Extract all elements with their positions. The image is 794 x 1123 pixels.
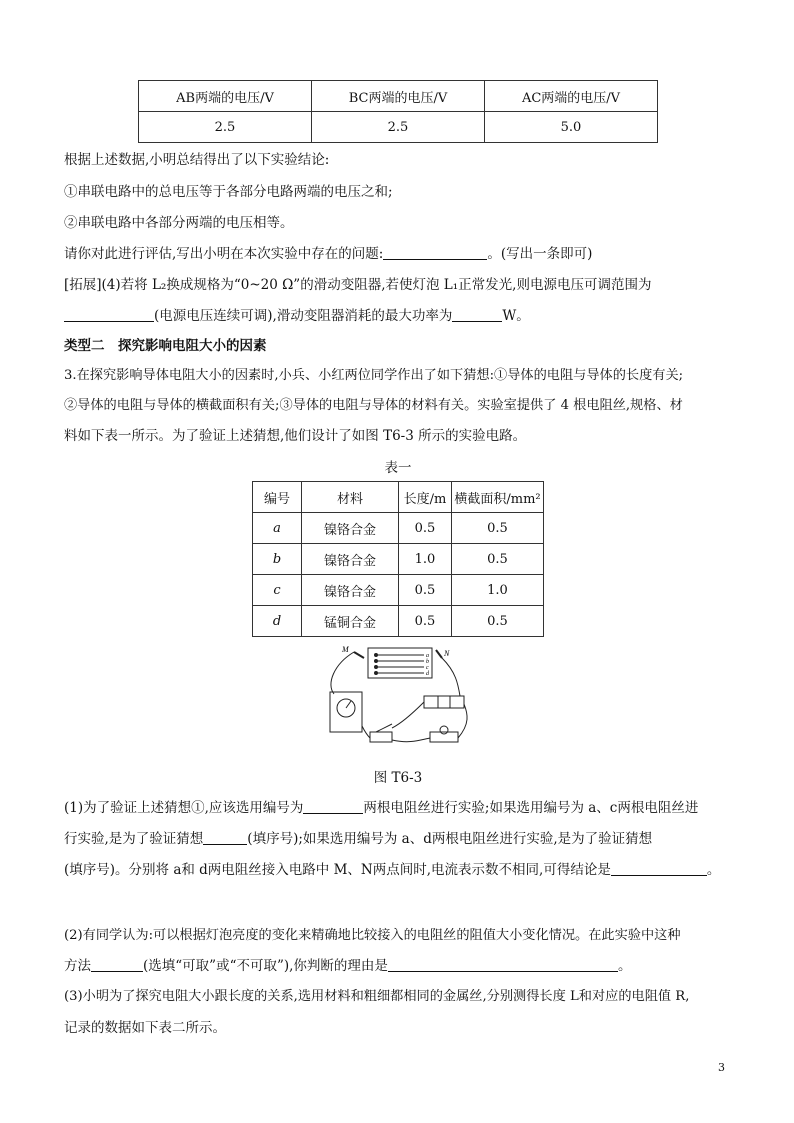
figure-caption: 图 T6-3 [373,770,423,786]
table-cell: 2.5 [312,112,485,143]
table-cell: a [273,520,281,536]
text: W。 [502,308,530,324]
answer-blank[interactable] [383,245,487,260]
table-cell: c [273,582,281,598]
table-cell: 镍铬合金 [302,544,399,575]
text: 。 [706,862,721,878]
table-cell: 1.0 [399,544,452,575]
text: (填序号)。分别将 a和 d两电阻丝接入电路中 M、N两点间时,电流表示数不相同,可得结论是 [64,862,611,878]
table-cell: 5.0 [485,112,658,143]
table-row [253,575,544,606]
paragraph [64,798,698,818]
text: (填序号);如果选用编号为 a、d两根电阻丝进行实验,是为了验证猜想 [247,831,653,847]
text: 。 [617,958,632,974]
text: 方法 [64,958,91,974]
table-caption: 表一 [384,460,412,476]
table-header: 材料 [302,482,399,513]
answer-blank[interactable] [452,307,502,322]
paragraph: [拓展](4)若将 L₂换成规格为“0~20 Ω”的滑动变阻器,若使灯泡 L₁正常发光,则电源电压可调范围为 [64,277,652,293]
table-header: BC两端的电压/V [312,81,485,112]
text: (电源电压连续可调),滑动变阻器消耗的最大功率为 [154,308,453,324]
section-heading: 类型二 探究影响电阻大小的因素 [64,338,267,354]
table-cell: 1.0 [452,575,544,606]
table-header: AB两端的电压/V [139,81,312,112]
text: (选填“可取”或“不可取”),你判断的理由是 [143,958,388,974]
label-a: a [426,653,429,659]
table-row [253,544,544,575]
answer-blank[interactable] [64,307,154,322]
text: (1)为了验证上述猜想①,应该选用编号为 [64,800,304,816]
table-cell: b [272,551,282,567]
table-cell: 0.5 [452,544,544,575]
table-cell: 0.5 [399,575,452,606]
label-d: d [426,671,429,677]
table-header: 编号 [253,482,302,513]
label-c: c [426,665,429,671]
label-n: N [444,649,450,658]
table-cell: 0.5 [399,513,452,544]
table-header: AC两端的电压/V [485,81,658,112]
answer-blank[interactable] [611,861,707,876]
switch [370,732,392,742]
table-cell: 0.5 [452,606,544,637]
paragraph: (3)小明为了探究电阻大小跟长度的关系,选用材料和粗细都相同的金属丝,分别测得长度 L和对应的电阻值 R, [64,989,690,1004]
paragraph: 料如下表一所示。为了验证上述猜想,他们设计了如图 T6-3 所示的实验电路。 [64,428,527,444]
paragraph: 记录的数据如下表二所示。 [64,1020,226,1036]
voltage-table [138,80,658,143]
paragraph [64,956,631,976]
battery [424,696,464,708]
table-header: 长度/m [399,482,452,513]
ammeter [330,692,362,732]
paragraph [64,244,592,264]
wire-table [252,481,544,637]
paragraph: 3.在探究影响导体电阻大小的因素时,小兵、小红两位同学作出了如下猜想:①导体的电阻与导体的长度有关; [64,368,684,383]
table-row [253,513,544,544]
table-cell: 2.5 [139,112,312,143]
answer-blank[interactable] [388,957,618,972]
answer-blank[interactable] [91,957,143,972]
paragraph: ②导体的电阻与导体的横截面积有关;③导体的电阻与导体的材料有关。实验室提供了 4 根电阻丝,规格、材 [64,398,683,413]
text: 两根电阻丝进行实验;如果选用编号为 a、c两根电阻丝进 [363,800,699,816]
paragraph [64,306,530,326]
answer-blank[interactable] [303,799,363,814]
table-cell: 镍铬合金 [302,513,399,544]
text: 行实验,是为了验证猜想 [64,831,204,847]
text: 。(写出一条即可) [487,246,593,262]
paragraph [64,860,720,880]
table-cell: 镍铬合金 [302,575,399,606]
table-cell: 锰铜合金 [302,606,399,637]
table-cell: 0.5 [452,513,544,544]
table-header: 横截面积/mm² [452,482,544,513]
table-cell: 0.5 [399,606,452,637]
label-m: M [342,645,349,654]
text: 请你对此进行评估,写出小明在本次实验中存在的问题: [64,246,384,262]
label-b: b [426,659,429,665]
table-row [253,606,544,637]
paragraph: 根据上述数据,小明总结得出了以下实验结论: [64,152,330,168]
paragraph: ②串联电路中各部分两端的电压相等。 [64,215,294,231]
circuit-diagram [320,644,480,756]
answer-blank[interactable] [203,830,247,845]
table-cell: d [272,613,282,629]
paragraph: ①串联电路中的总电压等于各部分电路两端的电压之和; [64,184,393,200]
paragraph: (2)有同学认为:可以根据灯泡亮度的变化来精确地比较接入的电阻丝的阻值大小变化情况。在此实验中这种 [64,928,681,943]
page-number: 3 [718,1061,725,1074]
paragraph [64,829,652,849]
